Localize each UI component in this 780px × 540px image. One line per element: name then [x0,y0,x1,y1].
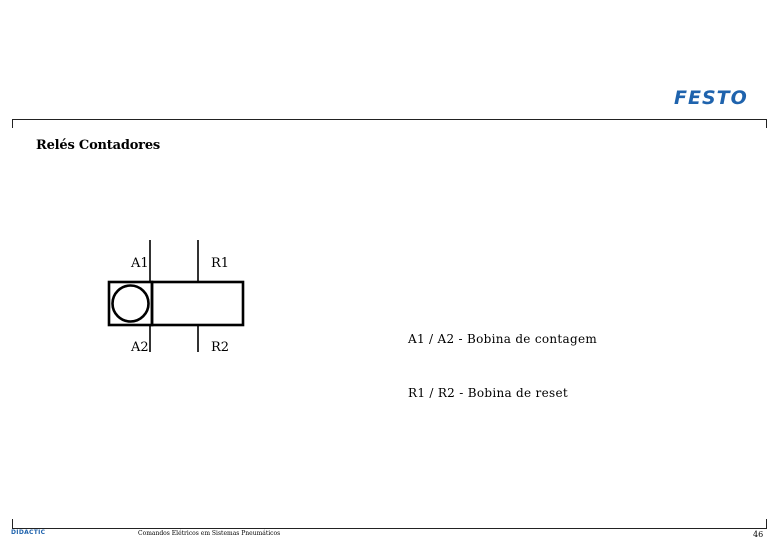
description-count-coil: A1 / A2 - Bobina de contagem [408,332,598,346]
counter-relay-symbol [100,236,260,356]
terminal-label-a2: A2 [131,340,149,355]
count-coil-circle [113,286,149,322]
footer-rule [12,528,767,529]
terminal-label-r1: R1 [211,256,230,271]
page-number: 46 [753,530,764,539]
festo-logo: FESTO [674,87,748,109]
terminal-label-a1: A1 [131,256,149,271]
terminal-label-r2: R2 [211,340,230,355]
reset-coil-box [152,282,243,325]
description-reset-coil: R1 / R2 - Bobina de reset [408,386,568,400]
footer-brand-logo: DIDACTIC [11,529,46,536]
slide-title: Relés Contadores [36,138,161,153]
header-rule-right-tick [766,119,767,128]
footer-rule-left-tick [12,519,13,528]
header-rule [12,119,767,120]
footer-caption: Comandos Elétricos em Sistemas Pneumáticos [138,530,281,537]
footer-rule-right-tick [766,519,767,528]
header-rule-left-tick [12,119,13,128]
